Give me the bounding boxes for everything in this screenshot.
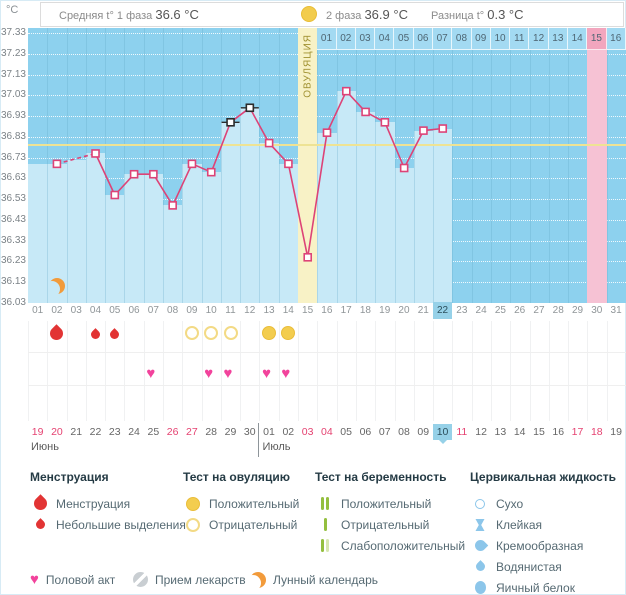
cf-watery-icon [474, 560, 487, 573]
ovulation-test-negative-icon[interactable] [224, 326, 238, 340]
cycle-day-cell[interactable]: 16 [321, 305, 333, 316]
temp-line-dashed [57, 154, 96, 164]
cycle-day-cell[interactable]: 05 [109, 305, 121, 316]
events-grid [0, 319, 626, 423]
calendar-date-cell[interactable]: 24 [128, 426, 140, 438]
legend-item-label: Небольшие выделения [56, 517, 186, 532]
legend-group-2 [183, 470, 299, 535]
legend-group-4 [470, 470, 616, 595]
temp-point-day-12[interactable] [246, 104, 253, 111]
calendar-date-cell[interactable]: 17 [571, 426, 584, 438]
y-tick-label: 37.13 [0, 68, 26, 80]
events-grid-line [298, 321, 299, 421]
cycle-day-cell[interactable]: 24 [475, 305, 487, 316]
events-grid-line [510, 321, 511, 421]
dpo-cell[interactable]: 07 [433, 28, 452, 50]
legend-group-title: Менструация [30, 470, 109, 484]
dpo-cell[interactable]: 10 [491, 28, 510, 50]
calendar-date-cell[interactable]: 08 [398, 426, 410, 438]
calendar-date-cell[interactable]: 26 [166, 426, 179, 438]
calendar-date-cell[interactable]: 19 [610, 426, 622, 438]
temp-point-day-8[interactable] [169, 202, 176, 209]
legend-group-3 [315, 470, 465, 556]
legend-item [30, 514, 186, 535]
drop-small-icon [34, 518, 47, 531]
spotting-icon[interactable] [89, 328, 102, 341]
events-grid-line [28, 385, 626, 386]
legend-item [315, 535, 465, 556]
events-grid-line [433, 321, 434, 421]
legend-footer-label: Лунный календарь [273, 573, 379, 587]
dpo-row [317, 28, 626, 50]
legend-item-label: Яичный белок [496, 580, 575, 595]
calendar-date-cell[interactable]: 04 [321, 426, 333, 438]
temp-point-day-17[interactable] [343, 88, 350, 95]
events-grid-line [259, 321, 260, 421]
ovulation-sun-icon [301, 6, 317, 22]
temp-point-day-9[interactable] [188, 160, 195, 167]
intercourse-icon[interactable]: ♥ [223, 365, 233, 382]
ovulation-test-negative-icon[interactable] [204, 326, 218, 340]
events-grid-line [530, 321, 531, 421]
temp-point-day-5[interactable] [111, 192, 118, 199]
calendar-date-cell[interactable]: 07 [378, 426, 391, 438]
temp-point-day-19[interactable] [381, 119, 388, 126]
phase-summary-bar [40, 2, 624, 27]
cycle-day-cell[interactable]: 22 [433, 302, 452, 319]
events-grid-line [124, 321, 125, 421]
calendar-date-cell[interactable]: 13 [494, 426, 507, 438]
dpo-cell[interactable]: 09 [472, 28, 491, 50]
temp-point-day-13[interactable] [266, 140, 273, 147]
events-grid-line [47, 321, 48, 421]
dpo-cell[interactable]: 13 [549, 28, 568, 50]
cf-dry-icon [475, 499, 485, 509]
events-grid-line [414, 321, 415, 421]
temp-point-day-6[interactable] [131, 171, 138, 178]
cycle-day-cell[interactable]: 08 [167, 305, 179, 316]
temp-point-day-20[interactable] [401, 165, 408, 172]
legend-footer-item [30, 572, 115, 587]
events-grid-line [202, 321, 203, 421]
legend-item [470, 535, 616, 556]
intercourse-icon[interactable]: ♥ [146, 365, 156, 382]
phase2-value: 36.9 °C [364, 7, 408, 22]
pill-icon [133, 572, 148, 587]
dpo-cell[interactable]: 06 [414, 28, 433, 50]
temp-line [96, 91, 443, 257]
circle-outline-icon [186, 518, 200, 532]
legend-item [470, 556, 616, 577]
legend-group-1 [30, 470, 186, 535]
legend-item-label: Кремообразная [496, 538, 584, 553]
legend-group-title: Тест на беременность [315, 470, 447, 484]
cycle-day-cell[interactable]: 11 [225, 305, 236, 316]
legend-footer-label: Прием лекарств [155, 572, 246, 587]
cycle-day-cell[interactable]: 14 [282, 305, 294, 316]
events-grid-line [337, 321, 338, 421]
y-tick-label: 37.33 [0, 27, 26, 38]
y-tick-label: 36.53 [0, 193, 26, 205]
calendar-date-cell[interactable]: 11 [456, 426, 468, 438]
avg-phase1-value: 36.6 °C [155, 7, 199, 22]
dpo-cell[interactable]: 16 [607, 28, 626, 50]
month-label: Июнь [31, 441, 59, 453]
legend-item-label: Отрицательный [341, 517, 430, 532]
dpo-cell[interactable]: 12 [529, 28, 548, 50]
month-label: Июль [262, 441, 291, 453]
cycle-day-cell[interactable]: 02 [51, 305, 63, 316]
dpo-cell[interactable]: 05 [394, 28, 413, 50]
cycle-day-cell[interactable]: 01 [32, 305, 44, 316]
cycle-day-cell[interactable]: 25 [494, 305, 506, 316]
cycle-day-cell[interactable]: 27 [533, 305, 545, 316]
heart-icon: ♥ [30, 571, 39, 588]
events-grid-line [395, 321, 396, 421]
temp-point-day-15[interactable] [304, 254, 311, 261]
temp-point-day-18[interactable] [362, 108, 369, 115]
calendar-date-cell[interactable]: 30 [243, 426, 256, 438]
y-tick-label: 36.43 [0, 213, 26, 225]
legend-item [470, 514, 616, 535]
bar-one-icon [324, 518, 327, 531]
temp-point-day-7[interactable] [150, 171, 157, 178]
lunar-calendar-icon [49, 278, 65, 294]
events-grid-line [549, 321, 550, 421]
legend-item [470, 577, 616, 595]
legend-item-label: Положительный [209, 496, 300, 511]
circle-filled-icon [186, 497, 200, 511]
calendar-date-cell[interactable]: 16 [552, 426, 565, 438]
calendar-date-cell[interactable]: 23 [108, 426, 121, 438]
calendar-date-cell[interactable]: 29 [224, 426, 237, 438]
phase2-label: 2 фаза [326, 10, 362, 22]
calendar-date-cell[interactable]: 25 [147, 426, 160, 438]
y-tick-label: 37.23 [0, 47, 26, 59]
cycle-day-cell[interactable]: 18 [359, 305, 371, 316]
events-grid-line [182, 321, 183, 421]
events-grid-line [452, 321, 453, 421]
dpo-cell[interactable]: 15 [587, 28, 606, 50]
month-separator [258, 423, 259, 457]
drop-large-icon [31, 494, 49, 512]
events-grid-line [491, 321, 492, 421]
avg-phase1-label: Средняя t° 1 фаза [59, 10, 153, 22]
avg-phase1 [59, 7, 199, 22]
cycle-day-cell[interactable]: 29 [571, 305, 584, 316]
temperature-line-plot [28, 28, 626, 303]
cycle-day-cell[interactable]: 13 [263, 305, 275, 316]
temp-point-day-10[interactable] [208, 169, 215, 176]
cycle-day-cell[interactable]: 04 [89, 305, 102, 316]
ovulation-test-positive-icon[interactable] [262, 326, 276, 340]
cf-eggwhite-icon [475, 581, 486, 594]
temp-point-day-16[interactable] [324, 129, 331, 136]
temperature-chart [28, 28, 626, 303]
events-grid-line [105, 321, 106, 421]
phase2 [326, 7, 408, 22]
dpo-cell[interactable]: 03 [356, 28, 375, 50]
legend-item [183, 514, 299, 535]
dpo-cell[interactable]: 14 [568, 28, 587, 50]
cycle-day-cell[interactable]: 06 [128, 305, 140, 316]
events-grid-line [568, 321, 569, 421]
calendar-date-cell[interactable]: 02 [282, 426, 295, 438]
y-tick-label: 36.03 [0, 297, 26, 308]
cf-sticky-icon [474, 518, 486, 532]
temp-point-day-2[interactable] [53, 160, 60, 167]
calendar-date-cell[interactable]: 20 [51, 426, 63, 438]
events-grid-line [472, 321, 473, 421]
temp-point-day-14[interactable] [285, 160, 292, 167]
y-tick-label: 36.33 [0, 234, 26, 246]
legend-item [183, 493, 299, 514]
events-grid-line [587, 321, 588, 421]
y-tick-label: 36.13 [0, 276, 26, 288]
cycle-day-cell[interactable]: 07 [147, 305, 159, 316]
events-grid-line [86, 321, 87, 421]
temp-point-day-22[interactable] [439, 125, 446, 132]
intercourse-icon[interactable]: ♥ [281, 365, 291, 382]
legend-item-label: Менструация [56, 496, 131, 511]
ovulation-test-positive-icon[interactable] [281, 326, 295, 340]
calendar-date-cell[interactable]: 19 [31, 426, 44, 438]
events-grid-line [163, 321, 164, 421]
calendar-date-row [28, 424, 626, 440]
legend-footer-item [250, 572, 378, 588]
y-tick-label: 37.03 [0, 89, 26, 101]
cycle-day-cell[interactable]: 23 [456, 305, 468, 316]
calendar-date-cell[interactable]: 03 [301, 426, 314, 438]
legend-item-label: Клейкая [496, 517, 543, 532]
legend-item [315, 514, 465, 535]
menstruation-icon[interactable] [48, 324, 66, 342]
legend-item [30, 493, 186, 514]
calendar-date-cell[interactable]: 21 [70, 426, 83, 438]
temp-diff-label: Разница t° [431, 10, 485, 22]
calendar-date-cell[interactable]: 28 [205, 426, 218, 438]
cycle-day-cell[interactable]: 28 [552, 305, 564, 316]
cycle-day-cell[interactable]: 03 [70, 305, 82, 316]
calendar-date-cell[interactable]: 09 [417, 426, 430, 438]
events-grid-line [221, 321, 222, 421]
y-axis-unit: °C [6, 4, 19, 16]
cycle-day-row [28, 302, 626, 319]
legend-item [470, 493, 616, 514]
calendar-date-cell[interactable]: 10 [433, 424, 452, 440]
legend-footer-item [133, 572, 246, 587]
calendar-date-cell[interactable]: 18 [590, 426, 603, 438]
legend-group-title: Цервикальная жидкость [470, 470, 617, 484]
dpo-cell[interactable]: 08 [452, 28, 471, 50]
cycle-day-cell[interactable]: 20 [398, 305, 410, 316]
legend-item-label: Отрицательный [209, 517, 298, 532]
y-tick-label: 36.83 [0, 130, 26, 142]
calendar-date-cell[interactable]: 27 [186, 426, 198, 438]
cycle-day-cell[interactable]: 12 [244, 305, 256, 316]
today-pointer [439, 440, 447, 444]
events-grid-line [279, 321, 280, 421]
temp-point-day-21[interactable] [420, 127, 427, 134]
legend-item-label: Положительный [341, 496, 432, 511]
y-tick-label: 36.73 [0, 151, 26, 163]
intercourse-icon[interactable]: ♥ [262, 365, 272, 382]
cf-creamy-icon [472, 538, 488, 554]
events-grid-line [144, 321, 145, 421]
cycle-day-cell[interactable]: 09 [186, 305, 198, 316]
events-grid-line [317, 321, 318, 421]
cycle-day-cell[interactable]: 17 [340, 305, 352, 316]
legend-group-title: Тест на овуляцию [183, 470, 290, 484]
events-grid-line [356, 321, 357, 421]
events-grid-line [607, 321, 608, 421]
cycle-day-cell[interactable]: 26 [514, 305, 526, 316]
calendar-date-cell[interactable]: 14 [513, 426, 526, 438]
events-grid-line [375, 321, 376, 421]
temp-point-day-11[interactable] [227, 119, 234, 126]
y-tick-label: 36.93 [0, 110, 26, 122]
cycle-day-cell[interactable]: 10 [205, 305, 217, 316]
bars-weak-icon [321, 539, 329, 552]
cycle-day-cell[interactable]: 15 [302, 305, 314, 316]
dpo-cell[interactable]: 04 [375, 28, 394, 50]
dpo-cell[interactable]: 01 [317, 28, 336, 50]
temp-diff-value: 0.3 °C [487, 7, 524, 22]
calendar-date-cell[interactable]: 22 [89, 426, 102, 438]
dpo-cell[interactable]: 02 [337, 28, 356, 50]
cycle-day-cell[interactable]: 21 [417, 305, 429, 316]
spotting-icon[interactable] [108, 328, 121, 341]
legend-item-label: Водянистая [496, 559, 562, 574]
moon-icon [250, 572, 266, 588]
ovulation-label: ОВУЛЯЦИЯ [302, 34, 314, 98]
events-grid-line [240, 321, 241, 421]
y-tick-label: 36.63 [0, 172, 26, 184]
calendar-date-cell[interactable]: 12 [475, 426, 487, 438]
legend-item [315, 493, 465, 514]
calendar-date-cell[interactable]: 01 [263, 426, 275, 438]
legend-item-label: Слабоположительный [341, 538, 466, 553]
legend-footer-label: Половой акт [45, 572, 116, 587]
events-grid-line [28, 321, 29, 421]
legend-item-label: Сухо [496, 496, 524, 511]
cycle-day-cell[interactable]: 31 [610, 305, 622, 316]
events-grid-line [67, 321, 68, 421]
cycle-day-cell[interactable]: 19 [379, 305, 391, 316]
events-grid-line [28, 352, 626, 353]
temp-diff [431, 7, 524, 22]
bars-two-icon [321, 497, 329, 510]
cycle-day-cell[interactable]: 30 [591, 305, 603, 316]
calendar-date-cell[interactable]: 15 [533, 426, 545, 438]
y-tick-label: 36.23 [0, 255, 26, 267]
calendar-date-cell[interactable]: 06 [359, 426, 372, 438]
calendar-date-cell[interactable]: 05 [340, 426, 352, 438]
temp-point-day-4[interactable] [92, 150, 99, 157]
ovulation-test-negative-icon[interactable] [185, 326, 199, 340]
dpo-cell[interactable]: 11 [510, 28, 529, 50]
intercourse-icon[interactable]: ♥ [204, 365, 214, 382]
